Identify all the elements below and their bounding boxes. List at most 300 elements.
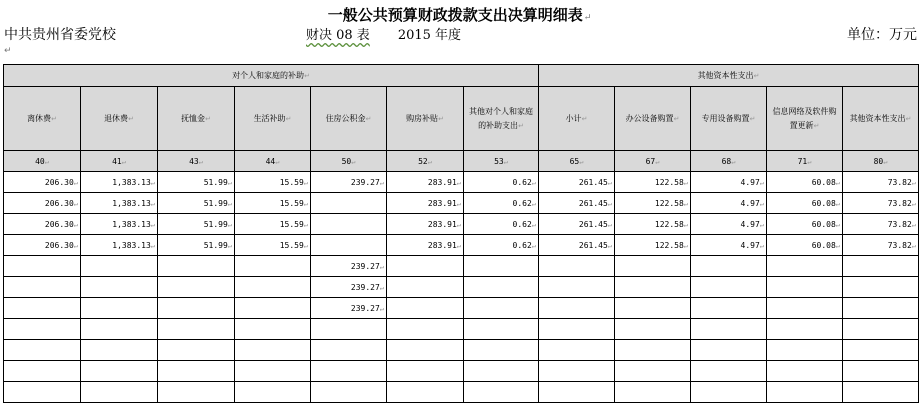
- table-cell: [615, 256, 691, 277]
- column-header-text: 退休费: [104, 113, 129, 123]
- table-cell-text: 239.27: [350, 261, 380, 271]
- table-cell-text: 60.08: [811, 219, 836, 229]
- table-row: [4, 340, 919, 361]
- cell-mark-icon: ↵: [607, 178, 612, 187]
- table-cell: [691, 340, 767, 361]
- table-cell: [691, 382, 767, 403]
- column-header: [843, 87, 919, 151]
- cell-mark-icon: ↵: [683, 178, 688, 187]
- table-cell: [615, 298, 691, 319]
- column-code: [691, 151, 767, 172]
- table-cell: [767, 361, 843, 382]
- table-cell: [464, 235, 539, 256]
- table-cell-text: 239.27: [350, 303, 380, 313]
- table-cell-text: 283.91: [427, 240, 457, 250]
- table-cell: [4, 214, 81, 235]
- table-cell-text: 122.58: [654, 177, 684, 187]
- table-cell: [235, 277, 311, 298]
- table-cell: [311, 382, 387, 403]
- table-cell: [81, 319, 158, 340]
- table-cell-text: 122.58: [654, 198, 684, 208]
- cell-mark-icon: ↵: [456, 199, 461, 208]
- table-cell-text: 51.99: [203, 240, 228, 250]
- table-cell: [691, 172, 767, 193]
- column-header: [387, 87, 464, 151]
- table-cell: [464, 172, 539, 193]
- table-cell-text: 261.45: [578, 198, 608, 208]
- table-cell: [235, 361, 311, 382]
- table-cell-text: 15.59: [279, 240, 304, 250]
- table-cell: [691, 256, 767, 277]
- table-cell: [843, 382, 919, 403]
- column-header-text: 信息网络及软件购置更新: [772, 106, 837, 130]
- table-cell: [387, 214, 464, 235]
- table-cell: [843, 235, 919, 256]
- table-cell: [767, 277, 843, 298]
- paragraph-mark-icon: ↵: [4, 46, 12, 56]
- table-cell: [81, 193, 158, 214]
- cell-mark-icon: ↵: [531, 199, 536, 208]
- table-cell: [311, 214, 387, 235]
- table-cell: [767, 193, 843, 214]
- table-cell: [464, 214, 539, 235]
- table-cell-text: 206.30: [44, 198, 74, 208]
- table-cell-text: 60.08: [811, 177, 836, 187]
- table-row: [4, 193, 919, 214]
- table-cell: [615, 382, 691, 403]
- column-header-text: 小计: [565, 113, 582, 123]
- table-cell: [81, 340, 158, 361]
- table-cell: [767, 319, 843, 340]
- table-cell: [235, 172, 311, 193]
- cell-mark-icon: ↵: [44, 157, 49, 166]
- table-cell: [615, 319, 691, 340]
- cell-mark-icon: ↵: [607, 220, 612, 229]
- table-cell: [843, 340, 919, 361]
- cell-mark-icon: ↵: [227, 220, 232, 229]
- table-cell: [767, 235, 843, 256]
- column-code-text: 67: [645, 156, 656, 166]
- column-code: [4, 151, 81, 172]
- table-cell: [311, 361, 387, 382]
- table-cell: [311, 256, 387, 277]
- column-code: [539, 151, 615, 172]
- cell-mark-icon: ↵: [759, 199, 764, 208]
- table-cell-text: 60.08: [811, 240, 836, 250]
- column-code-text: 68: [721, 156, 732, 166]
- table-cell-text: 73.82: [887, 240, 912, 250]
- table-cell-text: 1,383.13: [112, 177, 151, 187]
- table-cell-text: 73.82: [887, 198, 912, 208]
- table-cell-text: 4.97: [740, 219, 760, 229]
- cell-mark-icon: ↵: [753, 72, 760, 80]
- table-cell-text: 0.62: [512, 198, 532, 208]
- table-cell-text: 283.91: [427, 219, 457, 229]
- table-cell: [4, 172, 81, 193]
- table-cell: [767, 298, 843, 319]
- table-cell: [691, 214, 767, 235]
- table-cell: [539, 298, 615, 319]
- column-header: [81, 87, 158, 151]
- table-cell: [691, 361, 767, 382]
- cell-mark-icon: ↵: [365, 114, 372, 123]
- table-cell-text: 206.30: [44, 219, 74, 229]
- table-cell: [387, 298, 464, 319]
- cell-mark-icon: ↵: [379, 178, 384, 187]
- table-cell: [539, 277, 615, 298]
- table-cell: [158, 319, 235, 340]
- table-cell: [158, 235, 235, 256]
- cell-mark-icon: ↵: [73, 220, 78, 229]
- column-header: [464, 87, 539, 151]
- column-code-text: 43: [189, 156, 199, 166]
- table-cell: [464, 277, 539, 298]
- group-header-text: 对个人和家庭的补助: [232, 71, 305, 80]
- cell-mark-icon: ↵: [905, 114, 912, 123]
- cell-mark-icon: ↵: [150, 178, 155, 187]
- cell-mark-icon: ↵: [285, 114, 292, 123]
- column-header: [767, 87, 843, 151]
- table-cell: [387, 256, 464, 277]
- table-cell: [311, 193, 387, 214]
- cell-mark-icon: ↵: [456, 178, 461, 187]
- cell-mark-icon: ↵: [518, 121, 524, 130]
- table-cell: [311, 277, 387, 298]
- table-cell-text: 0.62: [512, 240, 532, 250]
- cell-mark-icon: ↵: [303, 220, 308, 229]
- report-title: [0, 4, 919, 25]
- table-cell: [615, 172, 691, 193]
- table-cell-text: 0.62: [512, 219, 532, 229]
- table-cell: [235, 193, 311, 214]
- column-header: [311, 87, 387, 151]
- column-code: [311, 151, 387, 172]
- cell-mark-icon: ↵: [121, 157, 126, 166]
- column-code: [464, 151, 539, 172]
- cell-mark-icon: ↵: [911, 199, 916, 208]
- table-cell: [539, 256, 615, 277]
- cell-mark-icon: ↵: [303, 241, 308, 250]
- table-cell-text: 51.99: [203, 198, 228, 208]
- table-cell: [158, 340, 235, 361]
- table-cell-text: 122.58: [654, 240, 684, 250]
- table-cell: [539, 235, 615, 256]
- table-cell: [539, 319, 615, 340]
- table-cell: [539, 193, 615, 214]
- cell-mark-icon: ↵: [759, 178, 764, 187]
- cell-mark-icon: ↵: [683, 220, 688, 229]
- cell-mark-icon: ↵: [73, 199, 78, 208]
- table-cell: [81, 361, 158, 382]
- column-code: [615, 151, 691, 172]
- table-cell-text: 1,383.13: [112, 198, 151, 208]
- column-code-text: 65: [569, 156, 580, 166]
- cell-mark-icon: ↵: [883, 157, 888, 166]
- table-cell: [81, 277, 158, 298]
- table-cell-text: 206.30: [44, 177, 74, 187]
- table-cell-text: 15.59: [279, 219, 304, 229]
- table-cell: [4, 256, 81, 277]
- column-header: [235, 87, 311, 151]
- table-cell: [539, 172, 615, 193]
- table-cell-text: 15.59: [279, 177, 304, 187]
- cell-mark-icon: ↵: [227, 178, 232, 187]
- column-code-text: 80: [873, 156, 884, 166]
- cell-mark-icon: ↵: [379, 262, 384, 271]
- cell-mark-icon: ↵: [531, 220, 536, 229]
- table-cell: [464, 382, 539, 403]
- table-row: [4, 256, 919, 277]
- column-code-text: 52: [418, 156, 428, 166]
- table-cell-text: 60.08: [811, 198, 836, 208]
- table-cell-text: 1,383.13: [112, 219, 151, 229]
- table-row: [4, 214, 919, 235]
- table-cell: [843, 298, 919, 319]
- table-cell-text: 261.45: [578, 177, 608, 187]
- table-cell: [767, 340, 843, 361]
- table-cell: [387, 382, 464, 403]
- column-code-text: 41: [112, 156, 122, 166]
- column-code-text: 53: [494, 156, 504, 166]
- table-cell-text: 122.58: [654, 219, 684, 229]
- table-cell-text: 1,383.13: [112, 240, 151, 250]
- cell-mark-icon: ↵: [303, 178, 308, 187]
- table-cell: [387, 172, 464, 193]
- column-header-text: 其他资本性支出: [849, 113, 906, 123]
- table-cell-text: 283.91: [427, 177, 457, 187]
- table-cell: [767, 214, 843, 235]
- table-cell: [158, 277, 235, 298]
- table-cell-text: 73.82: [887, 219, 912, 229]
- table-cell: [158, 172, 235, 193]
- table-cell: [4, 298, 81, 319]
- table-cell-text: 4.97: [740, 198, 760, 208]
- cell-mark-icon: ↵: [150, 199, 155, 208]
- table-cell: [81, 235, 158, 256]
- table-cell: [81, 382, 158, 403]
- table-cell: [615, 361, 691, 382]
- cell-mark-icon: ↵: [227, 199, 232, 208]
- table-cell: [4, 235, 81, 256]
- column-code-text: 50: [341, 156, 352, 166]
- cell-mark-icon: ↵: [683, 241, 688, 250]
- cell-mark-icon: ↵: [379, 283, 384, 292]
- table-cell: [158, 298, 235, 319]
- table-cell: [615, 214, 691, 235]
- table-cell: [235, 319, 311, 340]
- cell-mark-icon: ↵: [807, 157, 812, 166]
- cell-mark-icon: ↵: [581, 114, 588, 123]
- table-cell: [235, 235, 311, 256]
- cell-mark-icon: ↵: [150, 220, 155, 229]
- column-code: [843, 151, 919, 172]
- table-cell: [387, 361, 464, 382]
- column-code: [235, 151, 311, 172]
- table-cell-text: 261.45: [578, 219, 608, 229]
- table-row: [4, 361, 919, 382]
- table-cell-text: 4.97: [740, 177, 760, 187]
- table-cell: [539, 340, 615, 361]
- table-cell: [767, 382, 843, 403]
- cell-mark-icon: ↵: [438, 114, 444, 123]
- table-cell: [4, 340, 81, 361]
- form-info: [306, 24, 461, 43]
- table-cell: [311, 235, 387, 256]
- table-cell: [81, 256, 158, 277]
- table-cell: [158, 382, 235, 403]
- cell-mark-icon: ↵: [673, 114, 680, 123]
- cell-mark-icon: ↵: [379, 304, 384, 313]
- cell-mark-icon: ↵: [351, 157, 356, 166]
- cell-mark-icon: ↵: [655, 157, 660, 166]
- cell-mark-icon: ↵: [456, 241, 461, 250]
- cell-mark-icon: ↵: [427, 157, 432, 166]
- table-cell: [843, 277, 919, 298]
- fiscal-year: 2015 年度: [397, 28, 462, 43]
- cell-mark-icon: ↵: [911, 241, 916, 250]
- table-cell-text: 261.45: [578, 240, 608, 250]
- table-cell: [767, 256, 843, 277]
- table-row: [4, 319, 919, 340]
- table-row: [4, 277, 919, 298]
- column-code-text: 40: [35, 156, 45, 166]
- table-cell-text: 239.27: [350, 282, 380, 292]
- group-header: [4, 65, 539, 87]
- cell-mark-icon: ↵: [227, 241, 232, 250]
- table-cell: [691, 319, 767, 340]
- cell-mark-icon: ↵: [73, 241, 78, 250]
- column-header-text: 抚恤金: [181, 113, 206, 123]
- table-cell: [464, 319, 539, 340]
- table-cell: [539, 382, 615, 403]
- table-cell-text: 15.59: [279, 198, 304, 208]
- column-header-row: [4, 87, 919, 151]
- column-code: [81, 151, 158, 172]
- cell-mark-icon: ↵: [749, 114, 756, 123]
- table-cell: [311, 298, 387, 319]
- table-cell-text: 4.97: [740, 240, 760, 250]
- cell-mark-icon: ↵: [731, 157, 736, 166]
- table-row: [4, 298, 919, 319]
- cell-mark-icon: ↵: [835, 220, 840, 229]
- column-code-text: 44: [265, 156, 276, 166]
- column-header: [158, 87, 235, 151]
- paragraph-mark-icon: ↵: [583, 13, 592, 23]
- table-cell: [464, 298, 539, 319]
- cell-mark-icon: ↵: [198, 157, 203, 166]
- cell-mark-icon: ↵: [275, 157, 280, 166]
- report-title-text: 一般公共预算财政拨款支出决算明细表: [327, 6, 583, 24]
- cell-mark-icon: ↵: [503, 157, 508, 166]
- table-cell: [235, 214, 311, 235]
- cell-mark-icon: ↵: [835, 199, 840, 208]
- table-cell: [843, 361, 919, 382]
- table-cell: [767, 172, 843, 193]
- table-cell: [843, 214, 919, 235]
- table-cell: [235, 382, 311, 403]
- table-cell: [615, 340, 691, 361]
- table-cell: [387, 340, 464, 361]
- table-cell: [81, 298, 158, 319]
- table-cell: [387, 235, 464, 256]
- cell-mark-icon: ↵: [759, 220, 764, 229]
- cell-mark-icon: ↵: [813, 121, 820, 130]
- column-code: [158, 151, 235, 172]
- table-cell: [158, 214, 235, 235]
- table-cell: [843, 319, 919, 340]
- table-cell: [539, 361, 615, 382]
- column-header-text: 专用设备购置: [701, 113, 750, 123]
- column-code: [387, 151, 464, 172]
- table-cell: [158, 361, 235, 382]
- table-cell: [158, 193, 235, 214]
- table-cell: [4, 361, 81, 382]
- cell-mark-icon: ↵: [128, 114, 134, 123]
- cell-mark-icon: ↵: [531, 178, 536, 187]
- column-header-text: 办公设备购置: [625, 113, 674, 123]
- cell-mark-icon: ↵: [835, 241, 840, 250]
- column-header: [615, 87, 691, 151]
- column-header-text: 离休费: [27, 113, 52, 123]
- unit-label: 单位：万元: [847, 27, 917, 43]
- table-cell: [235, 340, 311, 361]
- table-cell: [81, 214, 158, 235]
- cell-mark-icon: ↵: [607, 199, 612, 208]
- column-header: [691, 87, 767, 151]
- group-header-row: [4, 65, 919, 87]
- column-header: [539, 87, 615, 151]
- table-cell-text: 51.99: [203, 219, 228, 229]
- column-header-text: 生活补助: [253, 113, 286, 123]
- table-cell: [691, 277, 767, 298]
- cell-mark-icon: ↵: [579, 157, 584, 166]
- table-cell: [843, 256, 919, 277]
- cell-mark-icon: ↵: [911, 220, 916, 229]
- cell-mark-icon: ↵: [911, 178, 916, 187]
- table-cell: [235, 298, 311, 319]
- code-row: [4, 151, 919, 172]
- cell-mark-icon: ↵: [607, 241, 612, 250]
- table-cell: [4, 382, 81, 403]
- cell-mark-icon: ↵: [205, 114, 211, 123]
- table-row: [4, 172, 919, 193]
- table-cell: [464, 193, 539, 214]
- column-header-text: 购房补贴: [406, 113, 439, 123]
- table-row: [4, 382, 919, 403]
- table-cell-text: 0.62: [512, 177, 532, 187]
- table-cell: [464, 256, 539, 277]
- group-header: [539, 65, 919, 87]
- cell-mark-icon: ↵: [150, 241, 155, 250]
- table-cell: [387, 277, 464, 298]
- table-cell: [81, 172, 158, 193]
- table-cell: [464, 361, 539, 382]
- column-code: [767, 151, 843, 172]
- form-number: 财决 08 表: [306, 28, 370, 43]
- table-cell: [691, 298, 767, 319]
- table-cell: [158, 256, 235, 277]
- cell-mark-icon: ↵: [304, 72, 310, 80]
- cell-mark-icon: ↵: [51, 114, 57, 123]
- table-cell-text: 283.91: [427, 198, 457, 208]
- table-cell-text: 73.82: [887, 177, 912, 187]
- group-header-text: 其他资本性支出: [697, 71, 754, 80]
- table-cell: [387, 319, 464, 340]
- table-cell: [311, 340, 387, 361]
- column-header-text: 住房公积金: [325, 113, 366, 123]
- table-cell: [4, 277, 81, 298]
- cell-mark-icon: ↵: [531, 241, 536, 250]
